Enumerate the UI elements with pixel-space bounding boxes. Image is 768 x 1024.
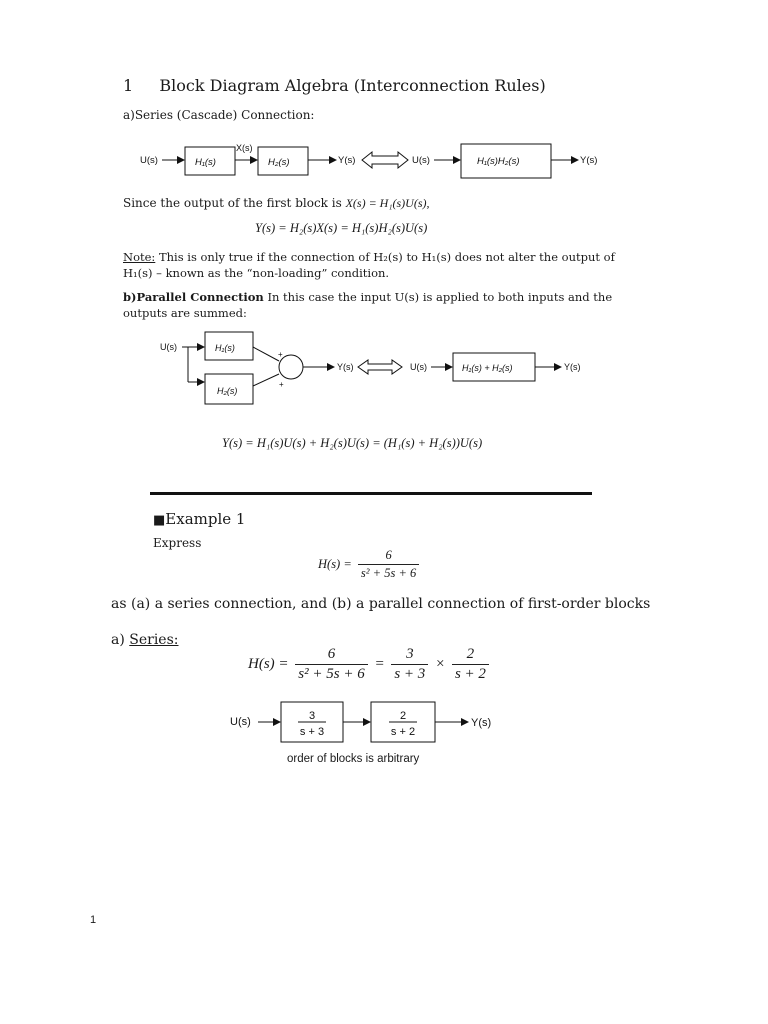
block-1-denominator: s + 3 [299, 726, 325, 738]
series-u-label: U(s) [140, 155, 158, 166]
fraction-numerator: 3 [406, 646, 414, 662]
page-number: 1 [90, 914, 97, 926]
sum-block-label: H₁(s) + H₂(s) [462, 363, 513, 373]
parallel-heading: b)Parallel Connection [123, 290, 264, 304]
fraction-numerator: 2 [466, 646, 475, 662]
parallel-u-label: U(s) [160, 342, 177, 352]
example-u-label: U(s) [230, 716, 251, 728]
since-line [123, 196, 430, 211]
sum-input-line [253, 347, 279, 361]
eq-equals: = [374, 656, 385, 672]
parallel-paragraph [123, 289, 623, 321]
series-u2-label: U(s) [412, 155, 430, 166]
eq-fraction-2 [391, 646, 428, 683]
section-title-text: Block Diagram Algebra (Interconnection Rules) [159, 76, 546, 95]
part-a-label: a) [111, 632, 125, 648]
h1-label: H₁(s) [195, 157, 216, 168]
fraction-numerator: 6 [327, 646, 336, 662]
equivalence-arrow [362, 152, 408, 168]
example-title-text: Example 1 [165, 510, 246, 528]
plus-sign: + [278, 350, 283, 359]
eq-hs-label: H(s) = [248, 656, 289, 672]
as-text: as (a) a series connection, and (b) a parallel connection of first-order blocks [111, 596, 651, 612]
parallel-diagram [158, 326, 598, 412]
fraction-denominator: s + 3 [391, 664, 428, 683]
express-text: Express [153, 536, 202, 550]
parallel-u2-label: U(s) [410, 362, 427, 372]
note-text: This is only true if the connection of H₂(s) to H₁(s) does not alter the output of H₁(s) – known as the “non-loading” condition. [123, 250, 615, 280]
part-a-heading [111, 632, 179, 648]
series-heading: a)Series (Cascade) Connection: [123, 108, 315, 122]
example-title [153, 510, 245, 528]
block-2-numerator: 2 [399, 710, 407, 722]
equivalence-arrow [358, 360, 402, 374]
h2-label: H₂(s) [268, 157, 290, 168]
h1h2-label: H₁(s)H₂(s) [477, 156, 520, 167]
parallel-h2-label: H₂(s) [217, 386, 238, 396]
fraction-denominator: s + 2 [452, 664, 489, 683]
plus-sign: + [279, 380, 284, 389]
parallel-h1-label: H₁(s) [215, 343, 235, 353]
example-bullet: ■ [153, 513, 166, 528]
series-y2-label: Y(s) [580, 155, 598, 166]
decomposition-equation [248, 646, 492, 683]
eq-times: × [435, 656, 446, 672]
part-a-series: Series: [129, 632, 179, 648]
series-y-label: Y(s) [338, 155, 356, 166]
series-diagram [140, 138, 610, 188]
block-2-denominator: s + 2 [390, 726, 416, 738]
since-text: Since the output of the first block is [123, 196, 342, 210]
section-title [123, 76, 546, 95]
parallel-y-label: Y(s) [337, 362, 354, 372]
x-label: X(s) [236, 143, 253, 153]
fraction-numerator: 6 [385, 548, 392, 562]
note-label: Note: [123, 250, 156, 264]
parallel-equation: Y(s) = H₁(s)U(s) + H₂(s)U(s) = (H₁(s) + H₂(s))U(s) [222, 436, 483, 450]
section-number: 1 [123, 76, 134, 95]
example-y-label: Y(s) [471, 717, 492, 729]
since-equation: X(s) = H₁(s)U(s), [345, 196, 430, 210]
parallel-text: In this case the input U(s) is applied to both inputs and the outputs are summed: [123, 290, 613, 320]
parallel-y2-label: Y(s) [564, 362, 581, 372]
summing-junction [279, 355, 303, 379]
sum-input-line [253, 374, 279, 386]
caption: order of blocks is arbitrary [287, 753, 420, 765]
section-divider [150, 492, 592, 495]
note-paragraph [123, 249, 623, 281]
example-series-diagram [228, 697, 518, 749]
fraction-denominator: s² + 5s + 6 [358, 564, 419, 581]
fraction-denominator: s² + 5s + 6 [295, 664, 367, 683]
block-1-numerator: 3 [308, 710, 316, 722]
series-equation: Y(s) = H₂(s)X(s) = H₁(s)H₂(s)U(s) [255, 221, 428, 235]
eq-fraction-1 [295, 646, 367, 683]
hs-label: H(s) = [318, 557, 352, 571]
eq-fraction-3 [452, 646, 489, 683]
example-transfer-function [318, 548, 422, 581]
hs-fraction [358, 548, 419, 581]
